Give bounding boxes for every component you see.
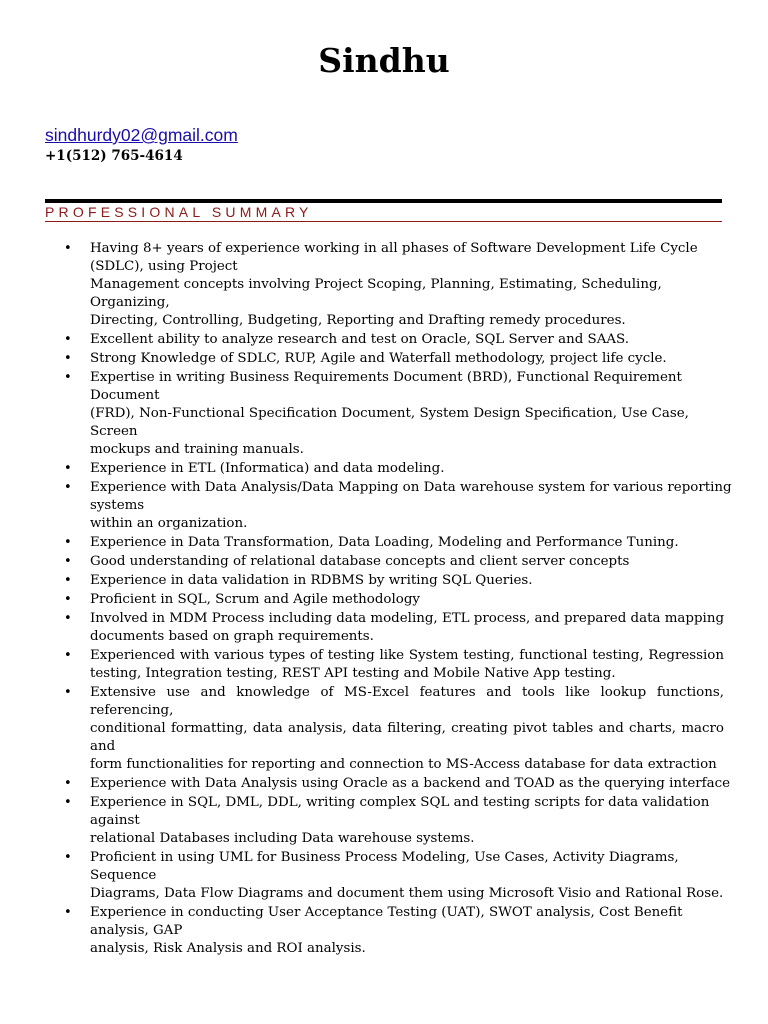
list-item-line: Proficient in using UML for Business Process Modeling, Use Cases, Activity Diagrams, bbox=[90, 850, 679, 865]
section-underline bbox=[45, 221, 722, 222]
list-item-line: testing, Integration testing, REST API testing and Mobile Native App testing. bbox=[90, 666, 616, 681]
candidate-name: Sindhu bbox=[318, 41, 450, 80]
bullet-icon: • bbox=[64, 685, 72, 700]
bullet-icon: • bbox=[64, 795, 72, 810]
list-item-line: Document bbox=[90, 388, 160, 403]
bullet-icon: • bbox=[64, 370, 72, 385]
list-item-line: Experienced with various types of testing like System testing, functional testing, Regression bbox=[90, 648, 724, 663]
list-item-line: Management concepts involving Project Scoping, Planning, Estimating, Scheduling, bbox=[90, 277, 662, 292]
list-item-line: Experience in SQL, DML, DDL, writing complex SQL and testing scripts for data validation bbox=[90, 795, 710, 810]
list-item bbox=[0, 534, 768, 552]
bullet-icon: • bbox=[64, 573, 72, 588]
list-item bbox=[0, 331, 768, 349]
list-item-line: Proficient in SQL, Scrum and Agile methodology bbox=[90, 592, 420, 607]
list-item bbox=[0, 904, 768, 958]
list-item-line: Experience in data validation in RDBMS by writing SQL Queries. bbox=[90, 573, 533, 588]
bullet-icon: • bbox=[64, 592, 72, 607]
list-item bbox=[0, 775, 768, 793]
list-item-line: mockups and training manuals. bbox=[90, 442, 304, 457]
list-item-line: Expertise in writing Business Requirements Document (BRD), Functional Requirement bbox=[90, 370, 682, 385]
list-item bbox=[0, 647, 768, 683]
list-item-line: relational Databases including Data warehouse systems. bbox=[90, 831, 475, 846]
list-item-line: (FRD), Non-Functional Specification Document, System Design Specification, Use Case, bbox=[90, 406, 689, 421]
list-item bbox=[0, 369, 768, 459]
list-item-line: Experience with Data Analysis using Oracle as a backend and TOAD as the querying interface bbox=[90, 776, 731, 791]
list-item bbox=[0, 479, 768, 533]
bullet-icon: • bbox=[64, 905, 72, 920]
summary-list bbox=[0, 240, 768, 959]
list-item bbox=[0, 460, 768, 478]
list-item-line: form functionalities for reporting and connection to MS-Access database for data extraction bbox=[90, 757, 717, 772]
list-item-line: analysis, Risk Analysis and ROI analysis. bbox=[90, 941, 366, 956]
bullet-icon: • bbox=[64, 648, 72, 663]
list-item-line: Good understanding of relational database concepts and client server concepts bbox=[90, 554, 630, 569]
email-link[interactable]: sindhurdy02@gmail.com bbox=[45, 125, 238, 145]
list-item-line: Involved in MDM Process including data modeling, ETL process, and prepared data mapping bbox=[90, 611, 725, 626]
list-item-line: Directing, Controlling, Budgeting, Reporting and Drafting remedy procedures. bbox=[90, 313, 626, 328]
list-item-line: Extensive use and knowledge of MS-Excel features and tools like lookup functions, referencing, bbox=[90, 685, 724, 718]
bullet-icon: • bbox=[64, 554, 72, 569]
list-item bbox=[0, 553, 768, 571]
list-item-line: Experience in conducting User Acceptance Testing (UAT), SWOT analysis, Cost Benefit bbox=[90, 905, 683, 920]
list-item-line: Experience with Data Analysis/Data Mapping on Data warehouse system for various reporting bbox=[90, 480, 732, 495]
list-item bbox=[0, 610, 768, 646]
list-item-line: Experience in ETL (Informatica) and data modeling. bbox=[90, 461, 445, 476]
bullet-icon: • bbox=[64, 776, 72, 791]
bullet-icon: • bbox=[64, 351, 72, 366]
bullet-icon: • bbox=[64, 611, 72, 626]
list-item-line: Organizing, bbox=[90, 295, 170, 310]
list-item-line: systems bbox=[90, 498, 145, 513]
bullet-icon: • bbox=[64, 480, 72, 495]
list-item-line: documents based on graph requirements. bbox=[90, 629, 374, 644]
bullet-icon: • bbox=[64, 850, 72, 865]
bullet-icon: • bbox=[64, 535, 72, 550]
list-item-line: (SDLC), using Project bbox=[90, 259, 238, 274]
list-item-line: Screen bbox=[90, 424, 138, 439]
list-item bbox=[0, 684, 768, 774]
list-item-line: Diagrams, Data Flow Diagrams and document them using Microsoft Visio and Rational Rose. bbox=[90, 886, 724, 901]
list-item-line: Sequence bbox=[90, 868, 157, 883]
list-item bbox=[0, 350, 768, 368]
list-item bbox=[0, 849, 768, 903]
bullet-icon: • bbox=[64, 241, 72, 256]
list-item bbox=[0, 794, 768, 848]
phone-number: +1(512) 765-4614 bbox=[45, 148, 183, 164]
list-item-line: conditional formatting, data analysis, data filtering, creating pivot tables and charts, macro and bbox=[90, 721, 724, 754]
list-item-line: within an organization. bbox=[90, 516, 248, 531]
list-item-line: analysis, GAP bbox=[90, 923, 183, 938]
list-item-line: Having 8+ years of experience working in all phases of Software Development Life Cycle bbox=[90, 241, 698, 256]
list-item bbox=[0, 240, 768, 330]
list-item-line: against bbox=[90, 813, 140, 828]
list-item-line: Excellent ability to analyze research and test on Oracle, SQL Server and SAAS. bbox=[90, 332, 629, 347]
list-item-line: Strong Knowledge of SDLC, RUP, Agile and Waterfall methodology, project life cycle. bbox=[90, 351, 667, 366]
section-title: PROFESSIONAL SUMMARY bbox=[45, 204, 313, 220]
list-item bbox=[0, 591, 768, 609]
list-item bbox=[0, 572, 768, 590]
list-item-line: Experience in Data Transformation, Data Loading, Modeling and Performance Tuning. bbox=[90, 535, 679, 550]
bullet-icon: • bbox=[64, 461, 72, 476]
bullet-icon: • bbox=[64, 332, 72, 347]
